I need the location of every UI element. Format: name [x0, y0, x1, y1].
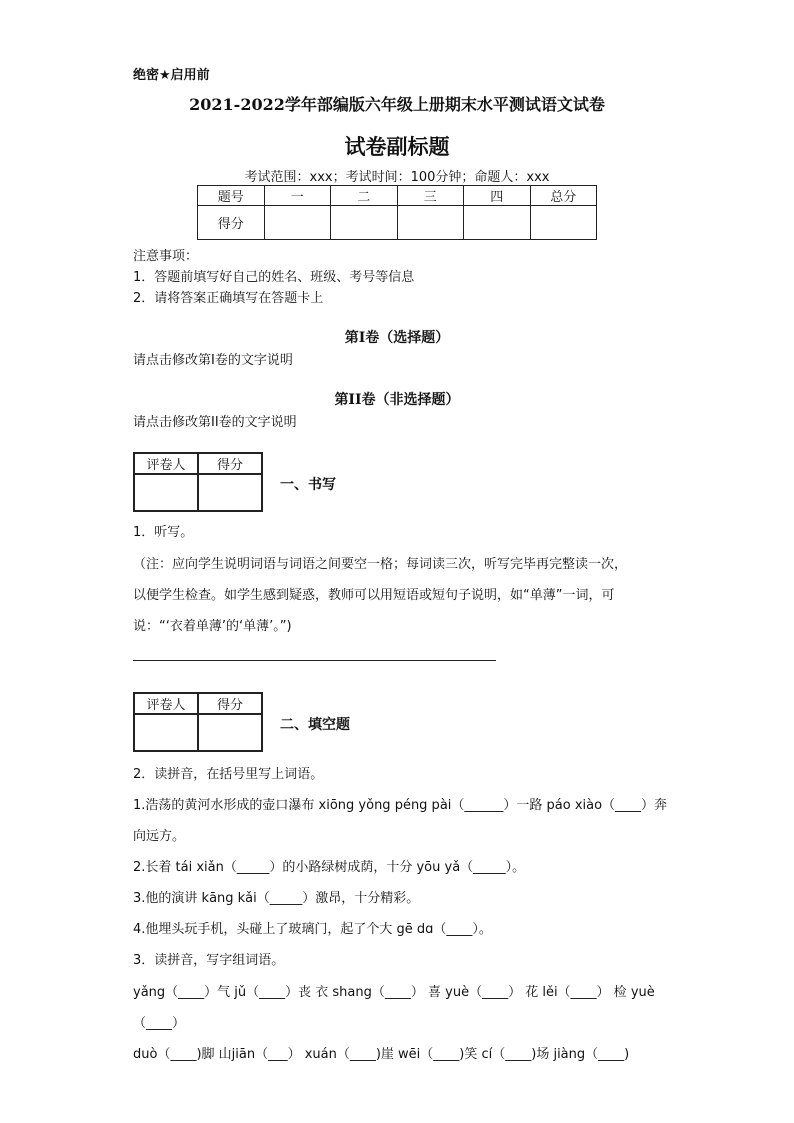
score-cell[interactable] [331, 206, 398, 240]
volume1-desc: 请点击修改第I卷的文字说明 [133, 353, 293, 368]
score-label: 得分 [198, 693, 262, 714]
question-2-4: 4.他埋头玩手机，头碰上了玻璃门，起了个大 gē dɑ（____）。 [133, 922, 492, 937]
score-header-cell: 二 [331, 186, 398, 206]
grader-table [133, 452, 263, 512]
score-header-cell: 总分 [530, 186, 597, 206]
notes-item: 2．请将答案正确填写在答题卡上 [133, 291, 324, 306]
grader-label: 评卷人 [134, 693, 198, 714]
score-header-cell: 三 [397, 186, 464, 206]
question-3-line: duò（____)脚 山jiān（___） xuán（____)崖 wēi（____)笑 cí（____)场 jiàng（____) [133, 1047, 630, 1062]
question-3-line: （____） [133, 1016, 186, 1031]
score-cell[interactable] [397, 206, 464, 240]
answer-line[interactable] [133, 660, 496, 661]
score-header-cell: 四 [464, 186, 531, 206]
grader-score-cell[interactable] [198, 714, 262, 751]
question-2-1-line: 1.浩荡的黄河水形成的壶口瀑布 xiōng yǒng péng pài（______）一路 páo xiào（____）奔 [133, 798, 668, 813]
score-cell[interactable] [264, 206, 331, 240]
exam-title: 2021-2022学年部编版六年级上册期末水平测试语文试卷 [189, 95, 605, 114]
score-header-cell: 题号 [198, 186, 265, 206]
notes-title: 注意事项： [133, 249, 199, 264]
grader-score-cell[interactable] [198, 474, 262, 511]
score-cell[interactable] [464, 206, 531, 240]
section1-title: 一、书写 [280, 477, 336, 493]
section2-title: 二、填空题 [280, 717, 350, 733]
exam-subtitle: 试卷副标题 [344, 135, 450, 159]
grader-cell[interactable] [134, 474, 198, 511]
volume2-title: 第II卷（非选择题） [334, 392, 460, 408]
question-2-1-line: 向远方。 [133, 829, 186, 844]
question-1-note-line: 以便学生检查。如学生感到疑惑，教师可以用短语或短句子说明，如“单薄”一词，可 [133, 588, 615, 603]
score-table-header-row [198, 186, 597, 206]
score-label: 得分 [198, 453, 262, 474]
volume1-title: 第I卷（选择题） [344, 330, 450, 346]
grader-label: 评卷人 [134, 453, 198, 474]
question-2-2: 2.长着 tái xiǎn（_____）的小路绿树成荫，十分 yōu yǎ（_____）。 [133, 860, 526, 875]
score-cell[interactable] [530, 206, 597, 240]
question-2: 2．读拼音，在括号里写上词语。 [133, 767, 324, 782]
score-row-label: 得分 [198, 206, 265, 240]
score-table [197, 185, 597, 240]
question-3: 3．读拼音，写字组词语。 [133, 953, 285, 968]
grader-cell[interactable] [134, 714, 198, 751]
notes-item: 1．答题前填写好自己的姓名、班级、考号等信息 [133, 270, 415, 285]
grader-table [133, 692, 263, 752]
question-1: 1．听写。 [133, 525, 194, 540]
question-2-3: 3.他的演讲 kāng kǎi（_____）激昂，十分精彩。 [133, 891, 420, 906]
secret-label: 绝密★启用前 [133, 68, 210, 83]
score-table-score-row [198, 206, 597, 240]
question-3-line: yǎng（____）气 jǔ（____）丧 衣 shang（____） 喜 yuè（____） 花 lěi（____） 检 yuè [133, 985, 655, 1000]
question-1-note-line: （注：应向学生说明词语与词语之间要空一格；每词读三次，听写完毕再完整读一次， [133, 557, 628, 572]
volume2-desc: 请点击修改第II卷的文字说明 [133, 415, 297, 430]
score-header-cell: 一 [264, 186, 331, 206]
question-1-note-line: 说：“‘衣着单薄’的‘单薄’。”) [133, 619, 292, 634]
exam-info: 考试范围：xxx；考试时间：100分钟；命题人：xxx [244, 170, 550, 185]
